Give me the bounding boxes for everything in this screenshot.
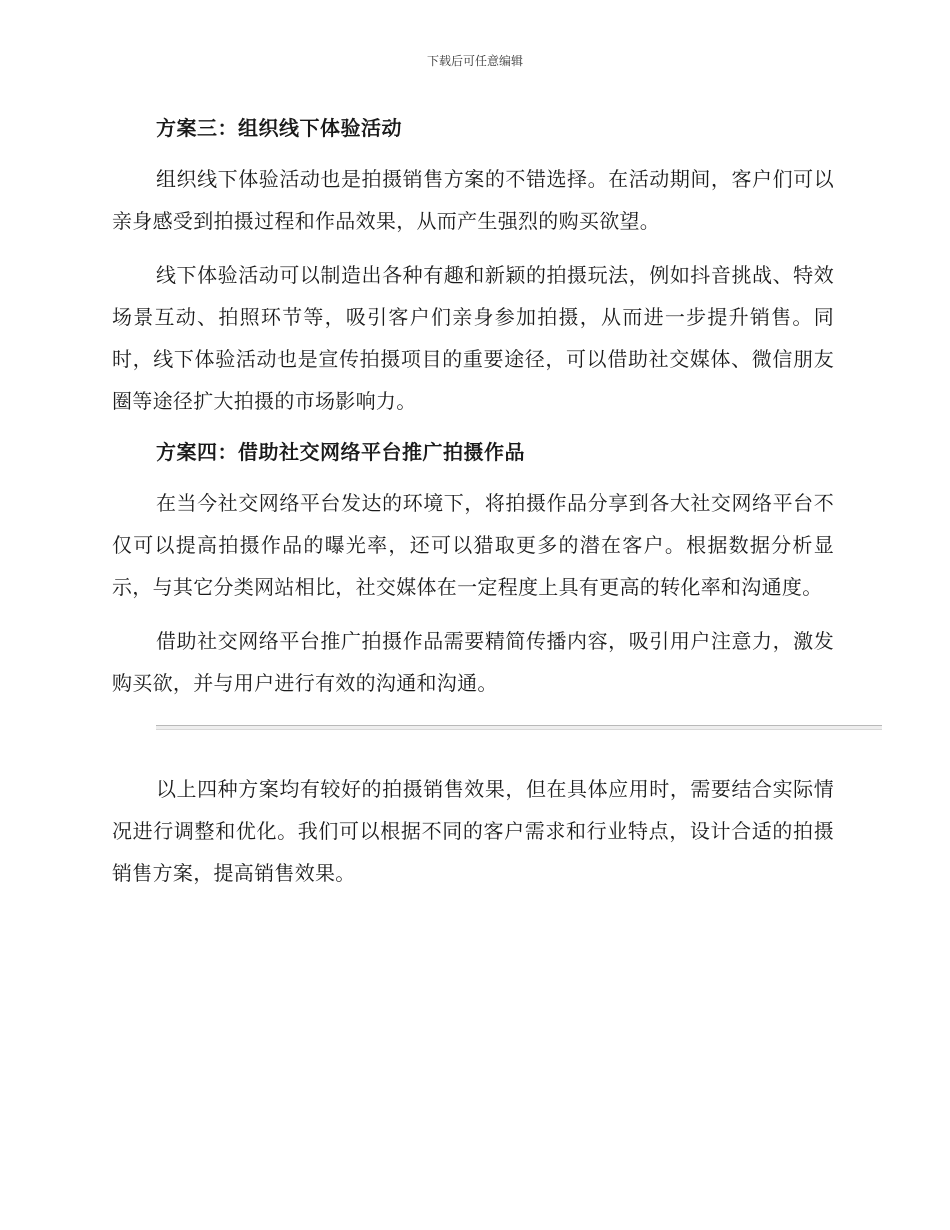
page-header: 下载后可任意编辑 bbox=[426, 54, 523, 68]
spacer bbox=[112, 148, 834, 158]
section-heading-plan-four: 方案四：借助社交网络平台推广拍摄作品 bbox=[156, 440, 525, 464]
paragraph: 在当今社交网络平台发达的环境下，将拍摄作品分享到各大社交网络平台不仅可以提高拍摄作品的曝光率，还可以猎取更多的潜在客户。根据数据分析显示，与其它分类网站相比，社交媒体在一定程度上具有更高的转化率和沟通度。 bbox=[112, 491, 834, 599]
spacer bbox=[112, 472, 834, 482]
paragraph: 组织线下体验活动也是拍摄销售方案的不错选择。在活动期间，客户们可以亲身感受到拍摄过程和作品效果，从而产生强烈的购买欲望。 bbox=[112, 167, 834, 233]
spacer bbox=[112, 422, 834, 432]
paragraph: 借助社交网络平台推广拍摄作品需要精简传播内容，吸引用户注意力，激发购买欲，并与用户进行有效的沟通和沟通。 bbox=[112, 629, 834, 695]
spacer bbox=[112, 608, 834, 620]
section-heading-plan-three: 方案三：组织线下体验活动 bbox=[156, 116, 402, 140]
spacer bbox=[112, 242, 834, 254]
paragraph: 线下体验活动可以制造出各种有趣和新颖的拍摄玩法，例如抖音挑战、特效场景互动、拍照环节等，吸引客户们亲身参加拍摄，从而进一步提升销售。同时，线下体验活动也是宣传拍摄项目的重要途径，可以借助社交媒体、微信朋友圈等途径扩大拍摄的市场影响力。 bbox=[112, 263, 834, 413]
horizontal-divider bbox=[156, 725, 882, 730]
document-body bbox=[112, 108, 834, 894]
divider-wrap bbox=[112, 704, 834, 768]
conclusion-paragraph: 以上四种方案均有较好的拍摄销售效果，但在具体应用时，需要结合实际情况进行调整和优化。我们可以根据不同的客户需求和行业特点，设计合适的拍摄销售方案，提高销售效果。 bbox=[112, 777, 834, 885]
